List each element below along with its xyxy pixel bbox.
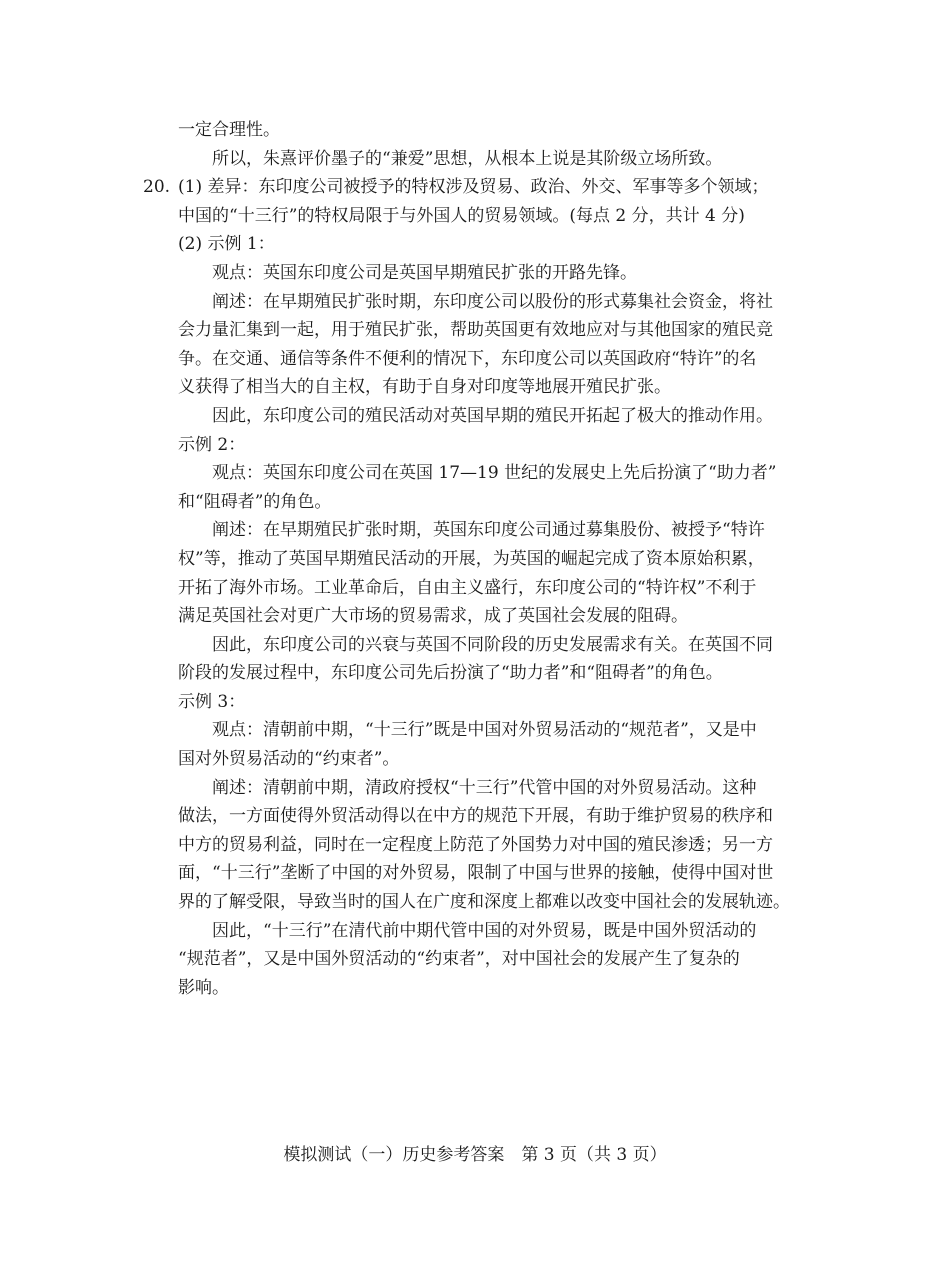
text-line: 权”等，推动了英国早期殖民活动的开展，为英国的崛起完成了资本原始积累， — [178, 548, 765, 569]
text-line: 争。在交通、通信等条件不便利的情况下，东印度公司以英国政府“特许”的名 — [178, 348, 757, 369]
text-line: 示例 2： — [178, 434, 246, 455]
text-line: 阐述：清朝前中期，清政府授权“十三行”代管中国的对外贸易活动。这种 — [212, 777, 757, 798]
text-line: (1) 差异：东印度公司被授予的特权涉及贸易、政治、外交、军事等多个领域； — [178, 177, 769, 198]
text-line: 阶段的发展过程中，东印度公司先后扮演了“助力者”和“阻碍者”的角色。 — [178, 663, 723, 684]
text-line: 中国的“十三行”的特权局限于与外国人的贸易领域。(每点 2 分，共计 4 分) — [178, 205, 745, 226]
page-footer: 模拟测试（一）历史参考答案 第 3 页（共 3 页） — [283, 1145, 667, 1165]
text-line: 因此，东印度公司的殖民活动对英国早期的殖民开拓起了极大的推动作用。 — [212, 405, 773, 426]
text-line: 面，“十三行”垄断了中国的对外贸易，限制了中国与世界的接触，使得中国对世 — [178, 863, 774, 884]
text-line: 国对外贸易活动的“约束者”。 — [178, 749, 400, 770]
text-line: 所以，朱熹评价墨子的“兼爱”思想，从根本上说是其阶级立场所致。 — [212, 148, 723, 169]
text-line: 观点：英国东印度公司是英国早期殖民扩张的开路先锋。 — [212, 262, 637, 283]
text-line: 会力量汇集到一起，用于殖民扩张，帮助英国更有效地应对与其他国家的殖民竞 — [178, 320, 773, 341]
text-line: 观点：英国东印度公司在英国 17—19 世纪的发展史上先后扮演了“助力者” — [212, 463, 777, 484]
text-line: 示例 3： — [178, 691, 246, 712]
text-line: 影响。 — [178, 977, 229, 998]
text-line: 一定合理性。 — [178, 120, 280, 140]
text-line: 和“阻碍者”的角色。 — [178, 491, 332, 512]
text-line: “规范者”，又是中国外贸活动的“约束者”，对中国社会的发展产生了复杂的 — [178, 949, 740, 970]
text-line: 观点：清朝前中期，“十三行”既是中国对外贸易活动的“规范者”，又是中 — [212, 720, 757, 741]
text-line: 界的了解受限，导致当时的国人在广度和深度上都难以改变中国社会的发展轨迹。 — [178, 892, 790, 913]
text-line: 开拓了海外市场。工业革命后，自由主义盛行，东印度公司的“特许权”不利于 — [178, 577, 757, 598]
text-line: 因此，“十三行”在清代前中期代管中国的对外贸易，既是中国外贸活动的 — [212, 920, 757, 941]
text-line: 做法，一方面使得外贸活动得以在中方的规范下开展，有助于维护贸易的秩序和 — [178, 806, 773, 827]
text-line: 阐述：在早期殖民扩张时期，英国东印度公司通过募集股份、被授予“特许 — [212, 520, 765, 541]
text-line: 满足英国社会对更广大市场的贸易需求，成了英国社会发展的阻碍。 — [178, 606, 688, 627]
text-line: 义获得了相当大的自主权，有助于自身对印度等地展开殖民扩张。 — [178, 377, 671, 398]
text-line: 阐述：在早期殖民扩张时期，东印度公司以股份的形式募集社会资金，将社 — [212, 291, 773, 312]
answer-body — [178, 116, 806, 1002]
question-number: 20. — [143, 177, 171, 197]
text-line: 中方的贸易利益，同时在一定程度上防范了外国势力对中国的殖民渗透；另一方 — [178, 834, 773, 855]
text-line: (2) 示例 1： — [178, 234, 275, 255]
text-line: 因此，东印度公司的兴衰与英国不同阶段的历史发展需求有关。在英国不同 — [212, 634, 773, 655]
